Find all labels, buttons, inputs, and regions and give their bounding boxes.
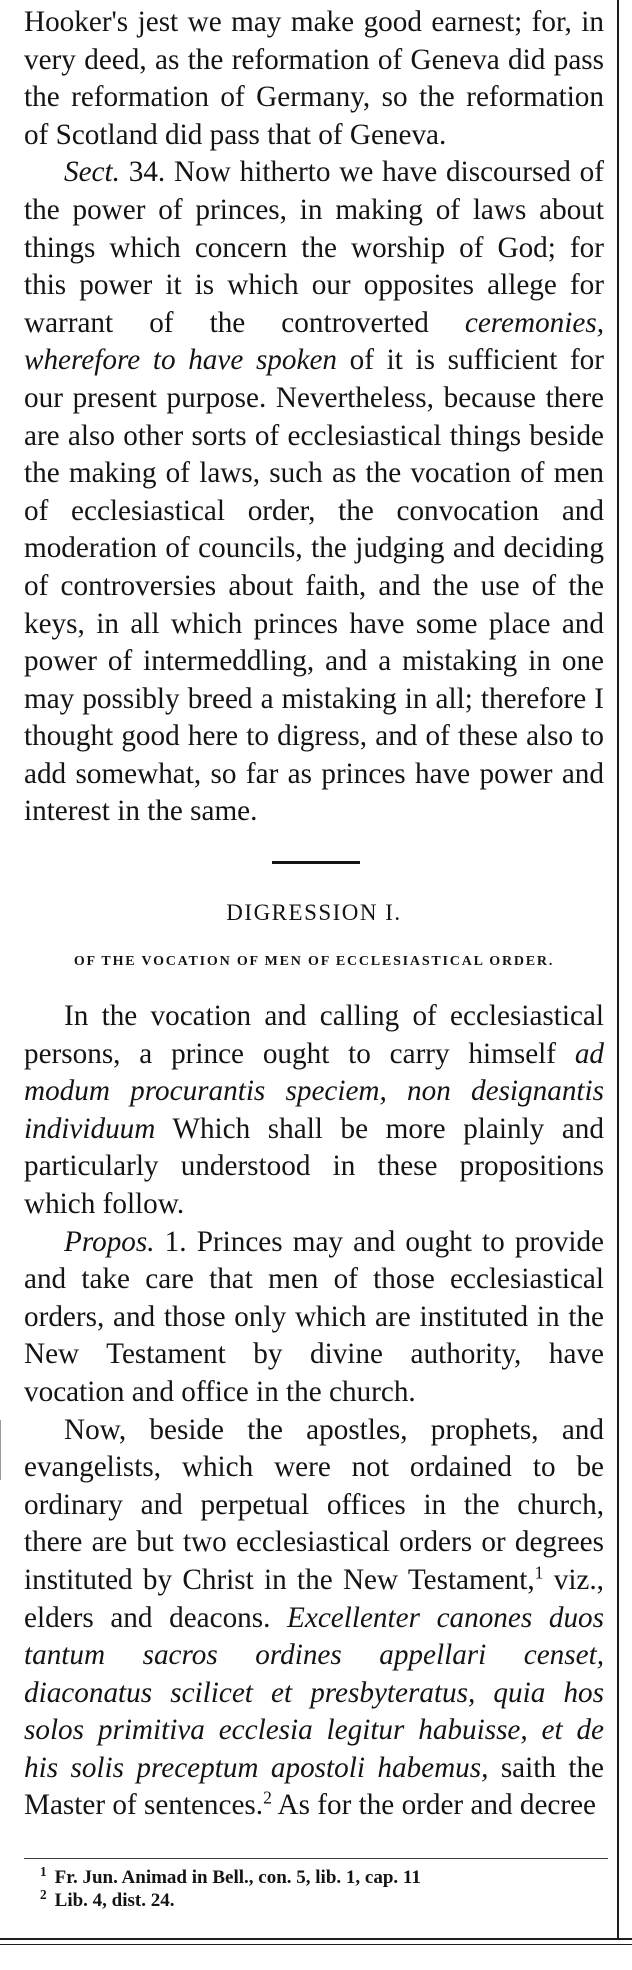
footnote-ref-2[interactable]: 2 [263,1787,272,1808]
paragraph-continuation: Hooker's jest we may make good earnest; for, in very deed, as the reformation of Geneva did pass the reformation of Germany, so the reformation of Scotland did pass that of Geneva. [24,6,604,151]
paragraph-text: Which shall be more plainly and particularly understood in these propositions which follow. [24,1112,604,1220]
paragraph-text: In the vocation and calling of ecclesiastical persons, a prince ought to carry himself [24,1000,604,1070]
footnote-ref-1[interactable]: 1 [534,1562,544,1583]
column-rule [617,0,619,1938]
page-bottom-rule [0,1938,632,1940]
paragraph-text: saith the Master of sentences. [24,1751,604,1822]
latin-phrase: ad modum procurantis speciem, non designantis individuum [24,1037,604,1145]
footnote-text: Lib. 4, dist. 24. [54,1890,175,1911]
page-bottom-rule-secondary [0,1944,632,1945]
paragraph-text: Now, beside the apostles, prophets, and evangelists, which were not ordained to be ordinary and perpetual offices in the church, there are but two ecclesiastical orders or degrees instituted by Christ in the New Testament, [24,1413,604,1596]
paragraph-orders [24,1412,604,1826]
footnote-rule [24,1858,608,1859]
proposition-label: Propos. [64,1225,155,1258]
footnote-1 [40,1863,600,1889]
text-block-top [24,4,604,831]
paragraph-text: 1. Princes may and ought to provide and take care that men of those ecclesiastical orders, and those only which are instituted in the New Testament by divine authority, have vocation and office in the church. [24,1225,604,1408]
paragraph-text: 34. Now hitherto we have discoursed of the power of princes, in making of laws about things which concern the worship of God; for this power it is which our opposites allege for warrant of the controverted [24,156,604,339]
paragraph-proposition-1 [24,1224,604,1412]
section-divider [272,861,360,864]
footnote-2 [40,1886,600,1912]
footnotes [40,1863,600,1912]
text-block-digression [24,998,604,1825]
paragraph-intro [24,998,604,1224]
paragraph-text: of it is sufficient for our present purpose. Nevertheless, because there are also other sorts of ecclesiastical things beside the making of laws, such as the vocation of men of ecclesiastical order, the convocation and moderation of councils, the judging and deciding of controversies about faith, and the use of the keys, in all which princes have some place and power of intermeddling, and a mistaking in one may possibly breed a mistaking in all; therefore I thought good here to digress, and of these also to add somewhat, so far as princes have power and interest in the same. [24,344,604,828]
chapter-subheading: OF THE VOCATION OF MEN OF ECCLESIASTICAL ORDER. [73,954,555,969]
paragraph-text: As for the order and decree [271,1789,597,1822]
paragraph-text: viz., elders and deacons. [24,1563,604,1634]
margin-mark [0,1420,1,1480]
section-label: Sect. [64,156,120,189]
latin-quotation: Excellenter canones duos tantum sacros ordines appellari censet, diaconatus scilicet et presbyteratus, quia hos solos primitiva ecclesia legitur habuisse, et de his solis preceptum apostoli habemus, [24,1601,604,1784]
footnote-text: Fr. Jun. Animad in Bell., con. 5, lib. 1, cap. 11 [54,1867,421,1888]
footnote-mark: 1 [40,1863,47,1879]
footnote-mark: 2 [40,1886,47,1902]
paragraph-section-34 [24,154,604,831]
italic-phrase: ceremonies, wherefore to have spoken [24,306,604,377]
chapter-heading: DIGRESSION I. [226,900,402,925]
